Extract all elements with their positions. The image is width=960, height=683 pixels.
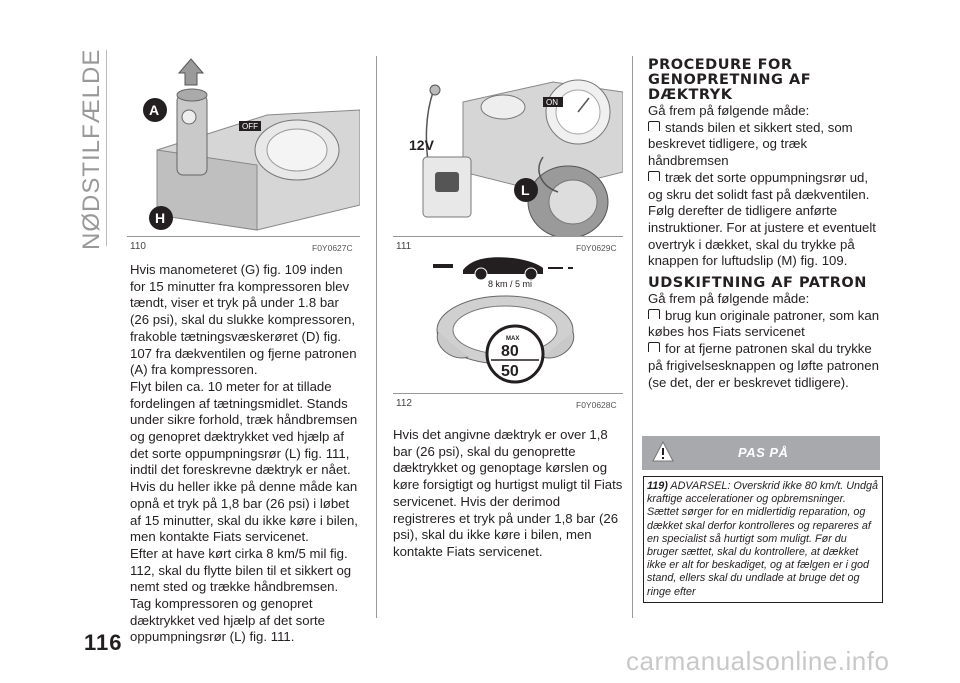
paragraph: Hvis du heller ikke på denne måde kan opnå et tryk på 1,8 bar (26 psi) i løbet af 15 minutter, skal du ikke køre i bilen, men kontakte Fiats servicenet. <box>130 479 358 545</box>
speed-mph: 50 <box>501 363 519 380</box>
figure-112 <box>393 252 623 392</box>
bullet-icon <box>648 121 660 131</box>
warning-header <box>642 436 880 470</box>
bullet-text: for at fjerne patronen skal du trykke på frigivelsesknappen og løfte patronen (se det, der er beskrevet tidligere). <box>648 341 879 390</box>
compressor-socket-illustration <box>393 62 623 237</box>
page-number: 116 <box>84 630 123 655</box>
voltage-label: 12V <box>409 137 434 153</box>
figure-112-number: 112 <box>396 398 412 409</box>
procedure-follow: Følg derefter de tidligere anførte instruktioner. For at justere et eventuelt overtryk i dækket, skal du trykke på knappen for luftudslip (M) fig. 109. <box>648 203 876 269</box>
figure-112-rule <box>393 393 623 394</box>
warning-number: 119) <box>647 480 668 492</box>
bullet-icon <box>648 171 660 181</box>
bullet-icon <box>648 342 660 352</box>
warning-text: ADVARSEL: Overskrid ikke 80 km/t. Undgå kraftige accelerationer og opbremsninger. Sættet sørger for en midlertidig reparation, og dækket skal derfor kontrolleres og repareres af en specialist så hurtigt som muligt. Før du bruger sættet, skal du kontrollere, at dækket ikke er alt for beskadiget, og at fælgen er i god stand, ellers skal du undlade at bruge det og ringe efter <box>647 480 879 598</box>
figure-110-rule <box>127 236 360 237</box>
paragraph: Efter at have kørt cirka 8 km/5 mil fig. 112, skal du flytte bilen til et sikkert og nemt sted og trække håndbremsen. Tag kompressoren og genopret dæktrykket ved hjælp af det sorte oppumpningsrør (L) fig. 111. <box>130 545 352 645</box>
label-h: H <box>155 210 166 226</box>
figure-110-code: F0Y0627C <box>312 243 353 253</box>
label-l: L <box>521 182 530 198</box>
compressor-cartridge-illustration <box>127 55 360 235</box>
paragraph: Hvis manometeret (G) fig. 109 inden for 15 minutter fra kompressoren blev tændt, viser et tryk på under 1.8 bar (26 psi), skal du slukke kompressoren, frakoble tætningsvæskerøret (D) fig. 107 fra dækventilen og fjerne patronen (A) fra kompressoren. <box>130 262 357 378</box>
figure-111-rule <box>393 236 623 237</box>
figure-111-number: 111 <box>396 241 412 252</box>
speed-limit-illustration <box>393 252 623 392</box>
section-tab <box>72 48 105 250</box>
warning-title: PAS PÅ <box>738 445 789 460</box>
section-divider <box>106 50 107 246</box>
off-label: OFF <box>242 122 258 131</box>
figure-110-number: 110 <box>130 241 146 252</box>
speed-kmh: 80 <box>501 343 519 360</box>
warning-box <box>643 476 883 603</box>
bullet-icon <box>648 309 660 319</box>
column-3-text <box>648 58 880 391</box>
bullet-text: brug kun originale patroner, som kan købes hos Fiats servicenet <box>648 307 880 340</box>
column-divider <box>376 56 377 618</box>
figure-110 <box>127 55 360 235</box>
replacement-intro: Gå frem på følgende måde: <box>648 291 810 307</box>
warning-triangle-icon <box>652 441 674 463</box>
replacement-bullet <box>648 341 880 391</box>
paragraph: Hvis det angivne dæktryk er over 1,8 bar (26 psi), skal du genoprette dæktrykket og genoptage kørslen og køre forsigtigt og hurtigst muligt til Fiats servicenet. Hvis der derimod registreres et tryk på under 1,8 bar (26 psi), skal du ikke køre i bilen, men kontakte Fiats servicenet. <box>393 427 623 559</box>
bullet-text: træk det sorte oppumpningsrør ud, og skru det solidt fast på dækventilen. <box>648 169 870 202</box>
on-label: ON <box>546 98 558 107</box>
section-title: NØDSTILFÆLDE <box>78 48 105 250</box>
procedure-heading: PROCEDURE FOR GENOPRETNING AF DÆKTRYK <box>648 57 812 103</box>
replacement-heading: UDSKIFTNING AF PATRON <box>648 275 867 292</box>
column-1-text <box>130 262 360 646</box>
max-label: MAX <box>506 336 520 342</box>
paragraph: Flyt bilen ca. 10 meter for at tillade fordelingen af tætningsmidlet. Stands under sikre forhold, træk håndbremsen og genopret dæktrykket ved hjælp af det sorte oppumpningsrør (L) fig. 111, indtil det foreskrevne dæktryk er nået. <box>130 378 358 478</box>
procedure-intro: Gå frem på følgende måde: <box>648 103 810 118</box>
label-a: A <box>149 102 160 118</box>
column-divider-2 <box>632 56 633 618</box>
procedure-bullet <box>648 120 880 170</box>
bullet-text: stands bilen et sikkert sted, som beskrevet tidligere, og træk håndbremsen <box>648 119 853 169</box>
watermark: carmanualsonline.info <box>626 646 890 676</box>
distance-label: 8 km / 5 mi <box>488 279 533 289</box>
figure-111-code: F0Y0629C <box>576 243 617 253</box>
figure-112-code: F0Y0628C <box>576 400 617 410</box>
figure-111 <box>393 62 623 237</box>
replacement-bullet <box>648 308 880 341</box>
procedure-bullet <box>648 170 880 203</box>
column-2-text <box>393 427 623 561</box>
